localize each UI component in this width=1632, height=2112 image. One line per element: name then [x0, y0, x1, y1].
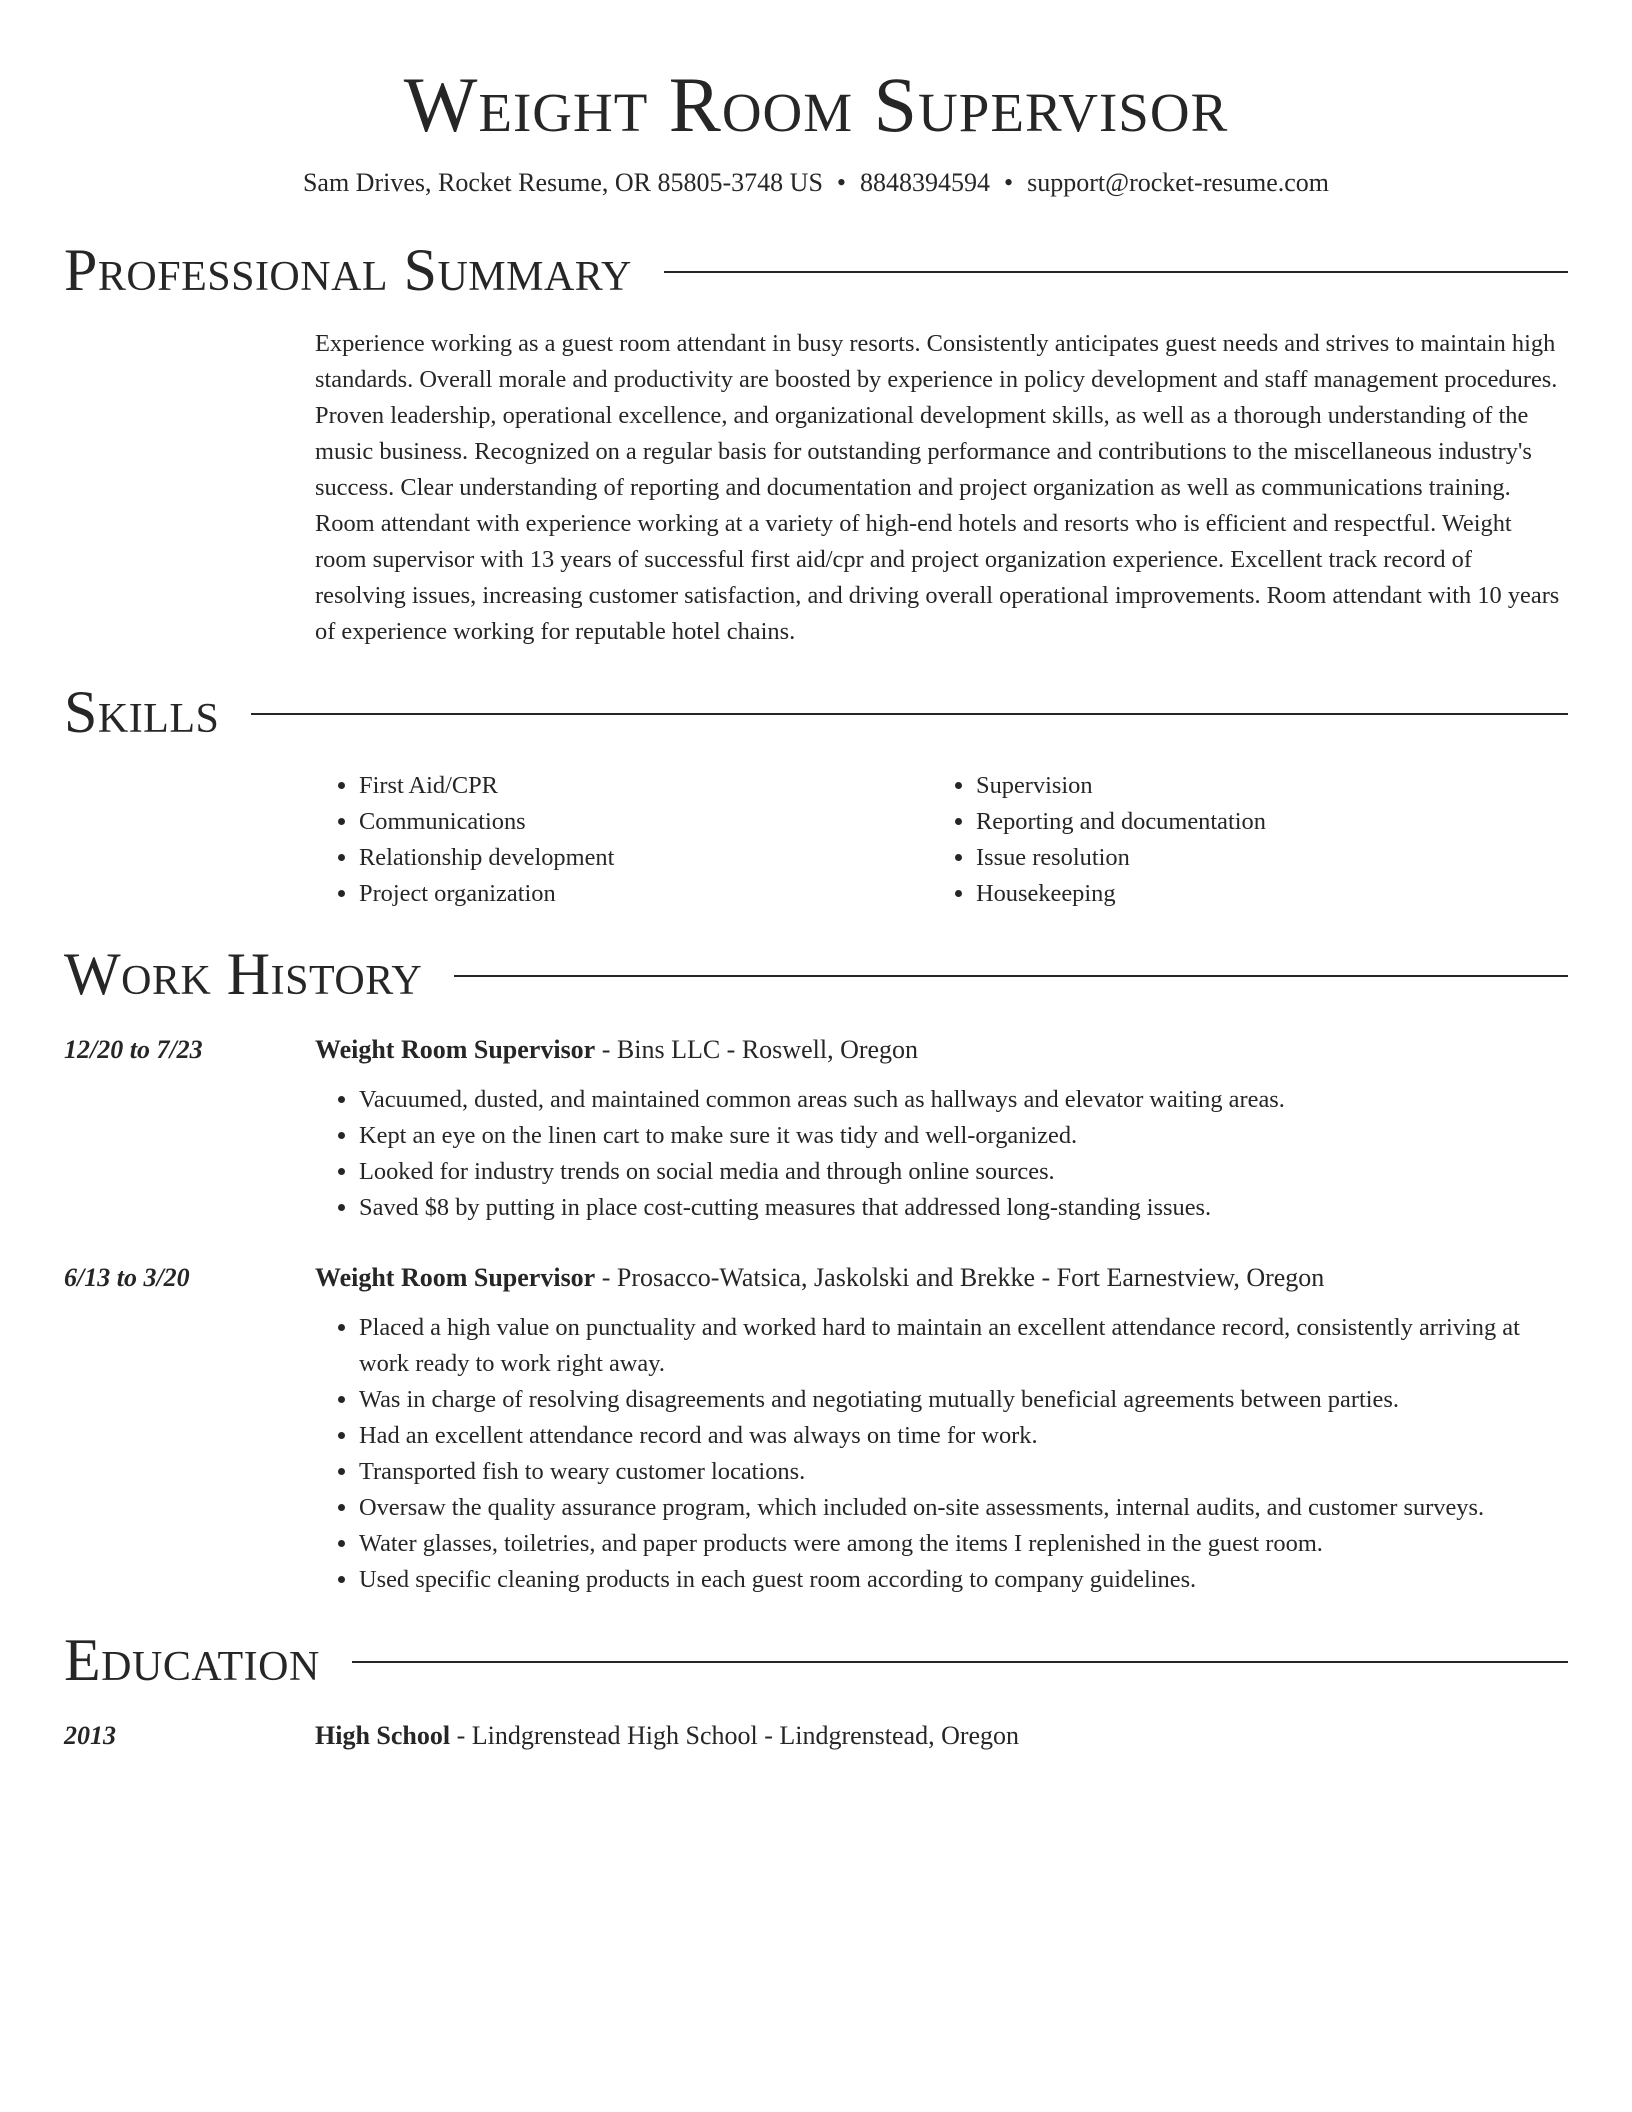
skill-item: • Reporting and documentation: [976, 804, 1549, 840]
skill-item: • Project organization: [359, 876, 932, 912]
education-section-header: [64, 1628, 1568, 1692]
work-heading: Work History: [64, 941, 423, 1007]
skill-item: • Housekeeping: [976, 876, 1549, 912]
job-dates: 12/20 to 7/23: [64, 1035, 203, 1064]
skills-list-left: [315, 768, 932, 912]
skills-section-header: [64, 680, 1568, 744]
skill-item: • Communications: [359, 804, 932, 840]
skills-row: [64, 768, 1568, 912]
section-divider: [352, 1661, 1568, 1663]
education-details: - Lindgrenstead High School - Lindgrenstead, Oregon: [450, 1721, 1020, 1750]
job-bullet: • Water glasses, toiletries, and paper products were among the items I replenished in the guest room.: [359, 1526, 1568, 1562]
education-entry: [64, 1718, 1568, 1754]
education-heading: Education: [64, 1627, 320, 1693]
job-title: Weight Room Supervisor: [315, 1035, 596, 1064]
section-divider: [251, 713, 1568, 715]
job-bullet: • Was in charge of resolving disagreements and negotiating mutually beneficial agreements between parties.: [359, 1382, 1568, 1418]
resume-name: Weight Room Supervisor: [403, 61, 1229, 148]
job-bullets: [315, 1082, 1568, 1226]
work-section-header: [64, 942, 1568, 1006]
job-entry: [64, 1260, 1568, 1598]
job-bullet: • Oversaw the quality assurance program, which included on-site assessments, internal audits, and customer surveys.: [359, 1490, 1568, 1526]
job-dates: 6/13 to 3/20: [64, 1263, 190, 1292]
contact-email: support@rocket-resume.com: [1027, 168, 1330, 197]
summary-section-header: [64, 238, 1568, 302]
summary-row: [64, 326, 1568, 650]
job-bullet: • Vacuumed, dusted, and maintained common areas such as hallways and elevator waiting areas.: [359, 1082, 1568, 1118]
resume-page: [64, 0, 1568, 1754]
contact-phone: 8848394594: [860, 168, 991, 197]
job-details: - Bins LLC - Roswell, Oregon: [595, 1035, 919, 1064]
contact-separator: •: [836, 168, 847, 197]
education-header: [315, 1718, 1568, 1754]
job-bullet: • Used specific cleaning products in each guest room according to company guidelines.: [359, 1562, 1568, 1598]
job-bullet: • Placed a high value on punctuality and worked hard to maintain an excellent attendance record, consistently arriving at work ready to work right away.: [359, 1310, 1568, 1382]
contact-address: Sam Drives, Rocket Resume, OR 85805-3748 US: [302, 168, 823, 197]
skill-item: • First Aid/CPR: [359, 768, 932, 804]
skill-item: • Relationship development: [359, 840, 932, 876]
summary-heading: Professional Summary: [64, 237, 632, 303]
education-year: 2013: [64, 1721, 116, 1750]
skills-list-right: [932, 768, 1549, 912]
skill-item: • Issue resolution: [976, 840, 1549, 876]
education-degree: High School: [315, 1721, 451, 1750]
contact-separator: •: [1004, 168, 1014, 197]
job-details: - Prosacco-Watsica, Jaskolski and Brekke - Fort Earnestview, Oregon: [595, 1263, 1325, 1292]
summary-text: Experience working as a guest room attendant in busy resorts. Consistently anticipates guest needs and strives to maintain high standards. Overall morale and productivity are boosted by experience in policy development and staff management procedures. Proven leadership, operational excellence, and organizational development skills, as well as a thorough understanding of the music business. Recognized on a regular basis for outstanding performance and contributions to the miscellaneous industry's success. Clear understanding of reporting and documentation and project organization as well as communications training. Room attendant with experience working at a variety of high-end hotels and resorts who is efficient and respectful. Weight room supervisor with 13 years of successful first aid/cpr and project organization experience. Excellent track record of resolving issues, increasing customer satisfaction, and driving overall operational improvements. Room attendant with 10 years of experience working for reputable hotel chains.: [315, 330, 1560, 645]
section-divider: [664, 271, 1568, 273]
job-title: Weight Room Supervisor: [315, 1263, 596, 1292]
section-divider: [454, 975, 1568, 977]
job-header: [315, 1260, 1568, 1296]
job-bullet: • Kept an eye on the linen cart to make sure it was tidy and well-organized.: [359, 1118, 1568, 1154]
job-bullet: • Looked for industry trends on social media and through online sources.: [359, 1154, 1568, 1190]
job-entry: [64, 1032, 1568, 1226]
job-bullet: • Had an excellent attendance record and was always on time for work.: [359, 1418, 1568, 1454]
job-bullets: [315, 1310, 1568, 1598]
contact-line: [64, 166, 1568, 200]
job-bullet: • Transported fish to weary customer locations.: [359, 1454, 1568, 1490]
skill-item: • Supervision: [976, 768, 1549, 804]
skills-columns: [315, 768, 1568, 912]
job-header: [315, 1032, 1568, 1068]
skills-heading: Skills: [64, 679, 220, 745]
job-bullet: • Saved $8 by putting in place cost-cutting measures that addressed long-standing issues.: [359, 1190, 1568, 1226]
